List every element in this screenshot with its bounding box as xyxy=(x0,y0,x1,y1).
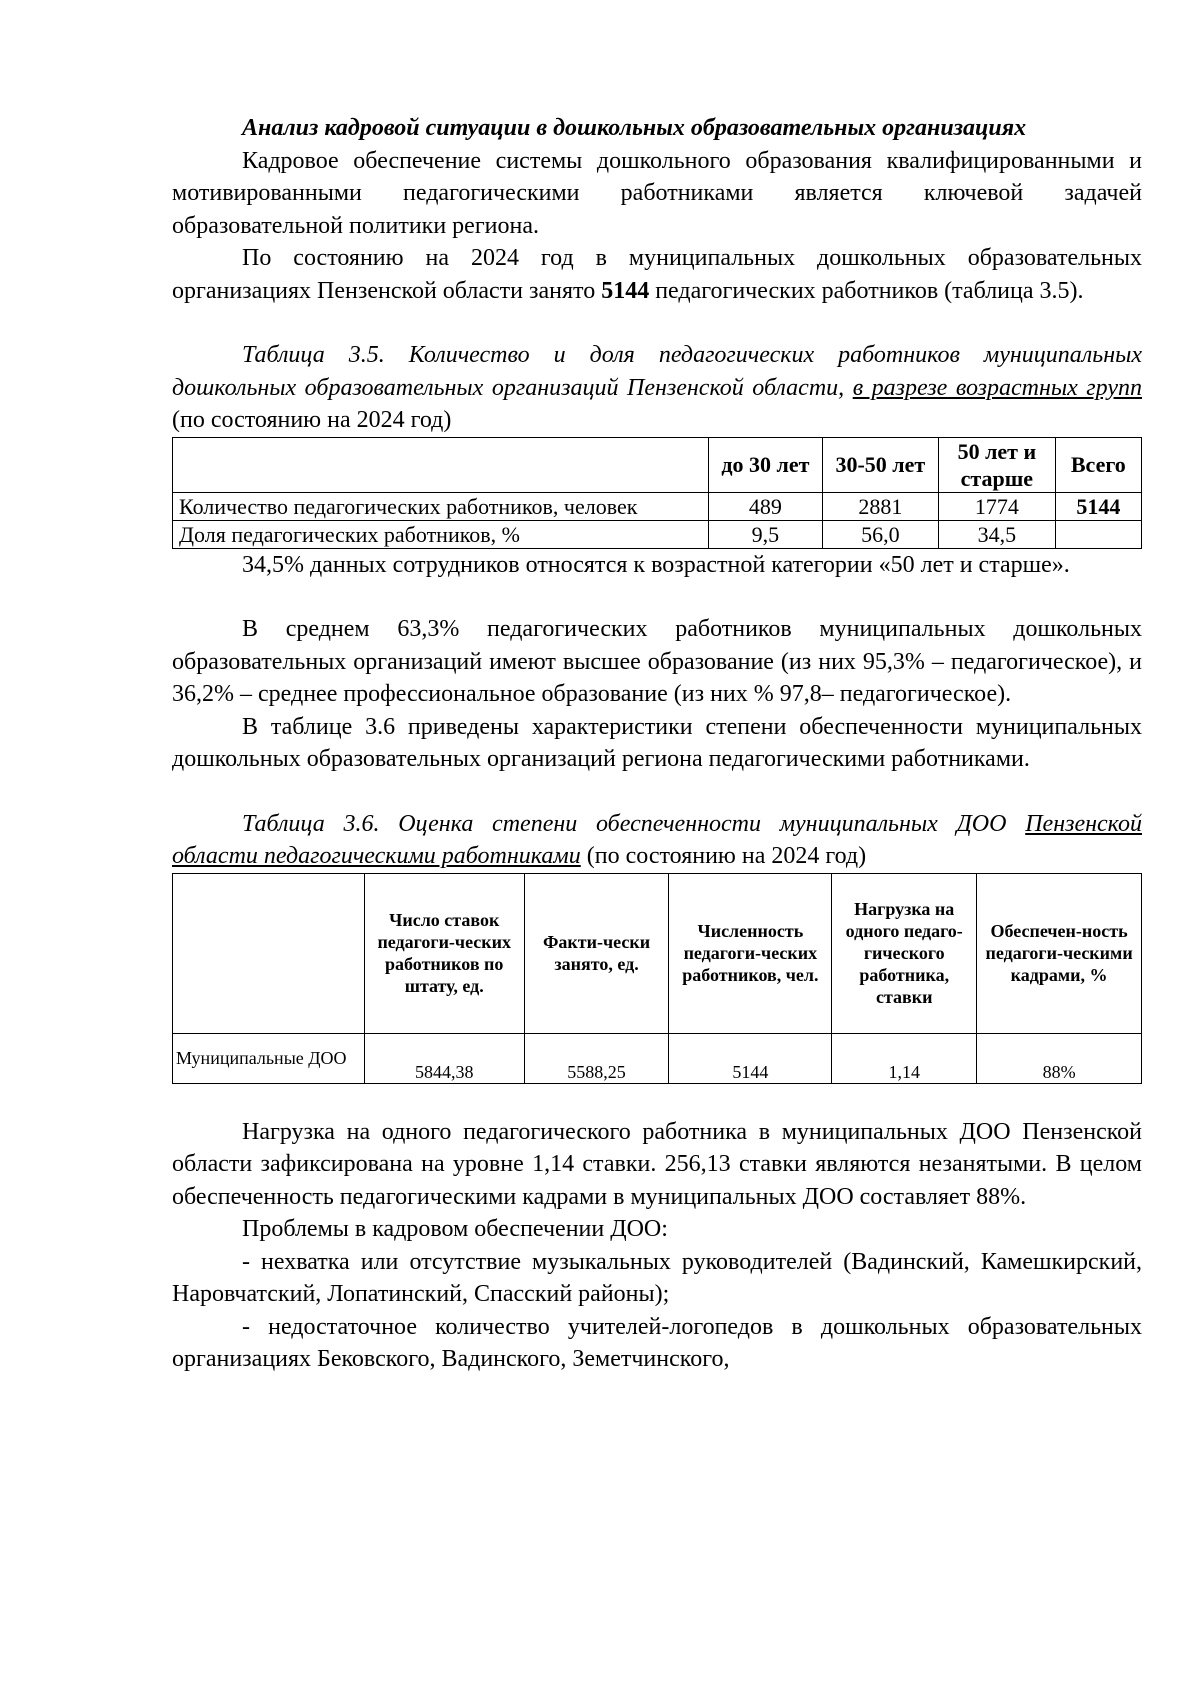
table-header-row xyxy=(173,437,1142,492)
table-cell: 88% xyxy=(977,1033,1142,1083)
paragraph-table-ref: В таблице 3.6 приведены характеристики степени обеспеченности муниципальных дошкольных образовательных организаций региона педагогическими работниками. xyxy=(172,713,1142,772)
paragraph-employed-start: По состоянию на 2024 год в муниципальных дошкольных образовательных организациях Пензенской области занято xyxy=(172,245,1142,304)
document-page xyxy=(172,112,1142,1376)
table-cell: 34,5 xyxy=(939,520,1056,548)
table-cell: 56,0 xyxy=(822,520,939,548)
table-header-row xyxy=(173,873,1142,1033)
table-header-cell: 50 лет и старше xyxy=(939,437,1056,492)
table-cell: Количество педагогических работников, человек xyxy=(173,492,709,520)
table-cell: 5844,38 xyxy=(364,1033,524,1083)
table-3-5-caption-plain: (по состоянию на 2024 год) xyxy=(172,407,452,433)
paragraph-staffing: Кадровое обеспечение системы дошкольного образования квалифицированными и мотивированными педагогическими работниками является ключевой задачей образовательной политики региона. xyxy=(172,147,1142,239)
table-cell: Доля педагогических работников, % xyxy=(173,520,709,548)
table-row xyxy=(173,520,1142,548)
table-cell: 5144 xyxy=(669,1033,832,1083)
paragraph-workload: Нагрузка на одного педагогического работника в муниципальных ДОО Пензенской области зафиксирована на уровне 1,14 ставки. 256,13 ставки являются незанятыми. В целом обеспеченность педагогическими кадрами в муниципальных ДОО составляет 88%. xyxy=(172,1118,1142,1210)
table-header-cell xyxy=(173,873,365,1033)
table-header-cell: Всего xyxy=(1055,437,1141,492)
paragraph-education: В среднем 63,3% педагогических работников муниципальных дошкольных образовательных организаций имеют высшее образование (из них 95,3% – педагогическое), и 36,2% – среднее профессиональное образование (из них % 97,8– педагогическое). xyxy=(172,616,1142,707)
table-header-cell: 30-50 лет xyxy=(822,437,939,492)
table-3-5-caption-underlined: в разрезе возрастных групп xyxy=(852,374,1142,401)
table-header-cell: Обеспечен-ность педагоги-ческими кадрами, % xyxy=(977,873,1142,1033)
table-cell: 489 xyxy=(709,492,822,520)
table-header-cell: Численность педагоги-ческих работников, чел. xyxy=(669,873,832,1033)
table-cell: 1,14 xyxy=(832,1033,977,1083)
paragraph-problems: Проблемы в кадровом обеспечении ДОО: xyxy=(242,1216,668,1242)
table-header-cell: Число ставок педагоги-ческих работников по штату, ед. xyxy=(364,873,524,1033)
table-cell: 2881 xyxy=(822,492,939,520)
paragraph-employed-end: педагогических работников (таблица 3.5). xyxy=(649,277,1084,304)
table-header-cell: до 30 лет xyxy=(709,437,822,492)
table-cell xyxy=(1055,520,1141,548)
table-3-6-caption xyxy=(172,808,1142,873)
table-3-5-caption-italic: Таблица 3.5. Количество и доля педагогических работников муниципальных дошкольных образовательных организаций Пензенской области, xyxy=(172,342,1142,401)
table-cell: 1774 xyxy=(939,492,1056,520)
list-item: - недостаточное количество учителей-логопедов в дошкольных образовательных организациях Бековского, Вадинского, Земетчинского, xyxy=(172,1313,1142,1372)
paragraph-age-share: 34,5% данных сотрудников относятся к возрастной категории «50 лет и старше». xyxy=(242,551,1070,578)
table-cell: 9,5 xyxy=(709,520,822,548)
paragraph-employed-count: 5144 xyxy=(601,277,650,304)
table-header-cell: Нагрузка на одного педаго-гического работника, ставки xyxy=(832,873,977,1033)
table-cell: 5588,25 xyxy=(524,1033,669,1083)
section-heading: Анализ кадровой ситуации в дошкольных образовательных организациях xyxy=(242,115,1027,141)
table-cell: Муниципальные ДОО xyxy=(173,1033,365,1083)
paragraph-employed xyxy=(172,242,1142,307)
table-row xyxy=(173,1033,1142,1083)
table-header-cell xyxy=(173,437,709,492)
table-3-5 xyxy=(172,437,1142,549)
table-header-cell: Факти-чески занято, ед. xyxy=(524,873,669,1033)
table-3-6-caption-plain: (по состоянию на 2024 год) xyxy=(580,843,867,869)
list-item: - нехватка или отсутствие музыкальных руководителей (Вадинский, Камешкирский, Наровчатский, Лопатинский, Спасский районы); xyxy=(172,1248,1142,1307)
table-3-6-caption-underlined: Пензенской области педагогическими работниками xyxy=(172,810,1142,869)
table-row xyxy=(173,492,1142,520)
table-cell: 5144 xyxy=(1055,492,1141,520)
table-3-5-caption xyxy=(172,339,1142,437)
table-3-6-caption-italic: Таблица 3.6. Оценка степени обеспеченности муниципальных ДОО xyxy=(242,810,1026,837)
table-3-6 xyxy=(172,873,1142,1084)
